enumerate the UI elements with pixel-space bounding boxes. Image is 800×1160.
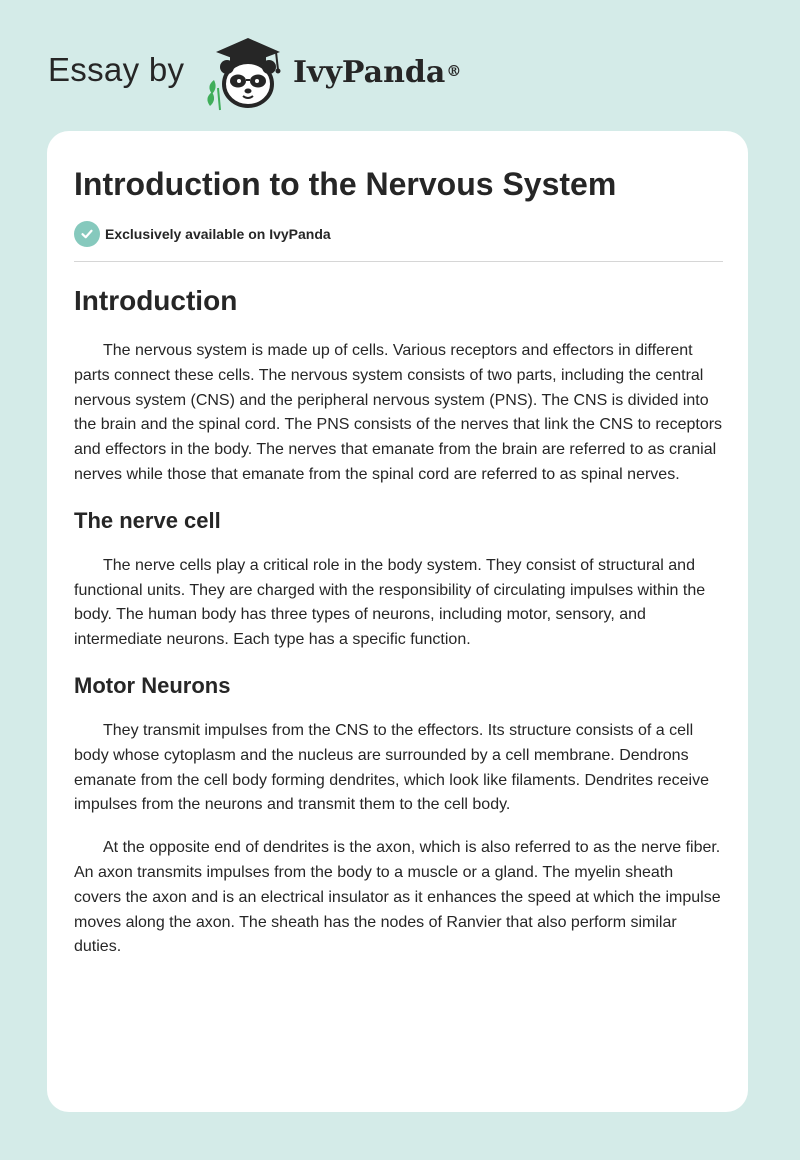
exclusive-label: Exclusively available on IvyPanda xyxy=(105,226,331,242)
panda-logo-icon[interactable] xyxy=(200,34,300,114)
brand-name[interactable] xyxy=(293,55,461,91)
page-title: Introduction to the Nervous System xyxy=(74,166,617,202)
site-header xyxy=(0,0,800,130)
brand-prefix: Essay by xyxy=(48,51,185,88)
paragraph: The nerve cells play a critical role in the body system. They consist of structural and functional units. They are charged with the responsibility of circulating impulses within the body. The human body has three types of neurons, including motor, sensory, and intermediate neurons. Each type has a specific function. xyxy=(74,556,706,649)
brand-name-text: IvyPanda xyxy=(293,55,446,90)
check-icon xyxy=(74,221,100,247)
title-divider xyxy=(74,261,723,262)
section-heading-nerve-cell: The nerve cell xyxy=(74,507,221,533)
section-heading-introduction: Introduction xyxy=(74,285,238,316)
paragraph: They transmit impulses from the CNS to the effectors. Its structure consists of a cell body whose cytoplasm and the nucleus are surrounded by a cell membrane. Dendrons emanate from the cell body forming dendrites, which look like filaments. Dendrites receive impulses from the neurons and transmit them to the cell body. xyxy=(74,721,709,814)
article-body xyxy=(74,283,723,978)
exclusive-badge xyxy=(74,220,331,248)
paragraph: At the opposite end of dendrites is the axon, which is also referred to as the nerve fiber. An axon transmits impulses from the body to a muscle or a gland. The myelin sheath covers the axon and is an electrical insulator as it enhances the speed at which the impulse moves along the axon. The sheath has the nodes of Ranvier that also perform similar duties. xyxy=(74,839,721,956)
section-heading-motor-neurons: Motor Neurons xyxy=(74,672,231,698)
registered-mark: ® xyxy=(446,62,462,80)
paragraph: The nervous system is made up of cells. Various receptors and effectors in different parts connect these cells. The nervous system consists of two parts, including the central nervous system (CNS) and the peripheral nervous system (PNS). The CNS is divided into the brain and the spinal cord. The PNS consists of the nerves that link the CNS to receptors and effectors in the body. The nerves that emanate from the brain are referred to as cranial nerves while those that emanate from the spinal cord are referred to as spinal nerves. xyxy=(74,342,723,483)
essay-card xyxy=(47,131,748,1112)
